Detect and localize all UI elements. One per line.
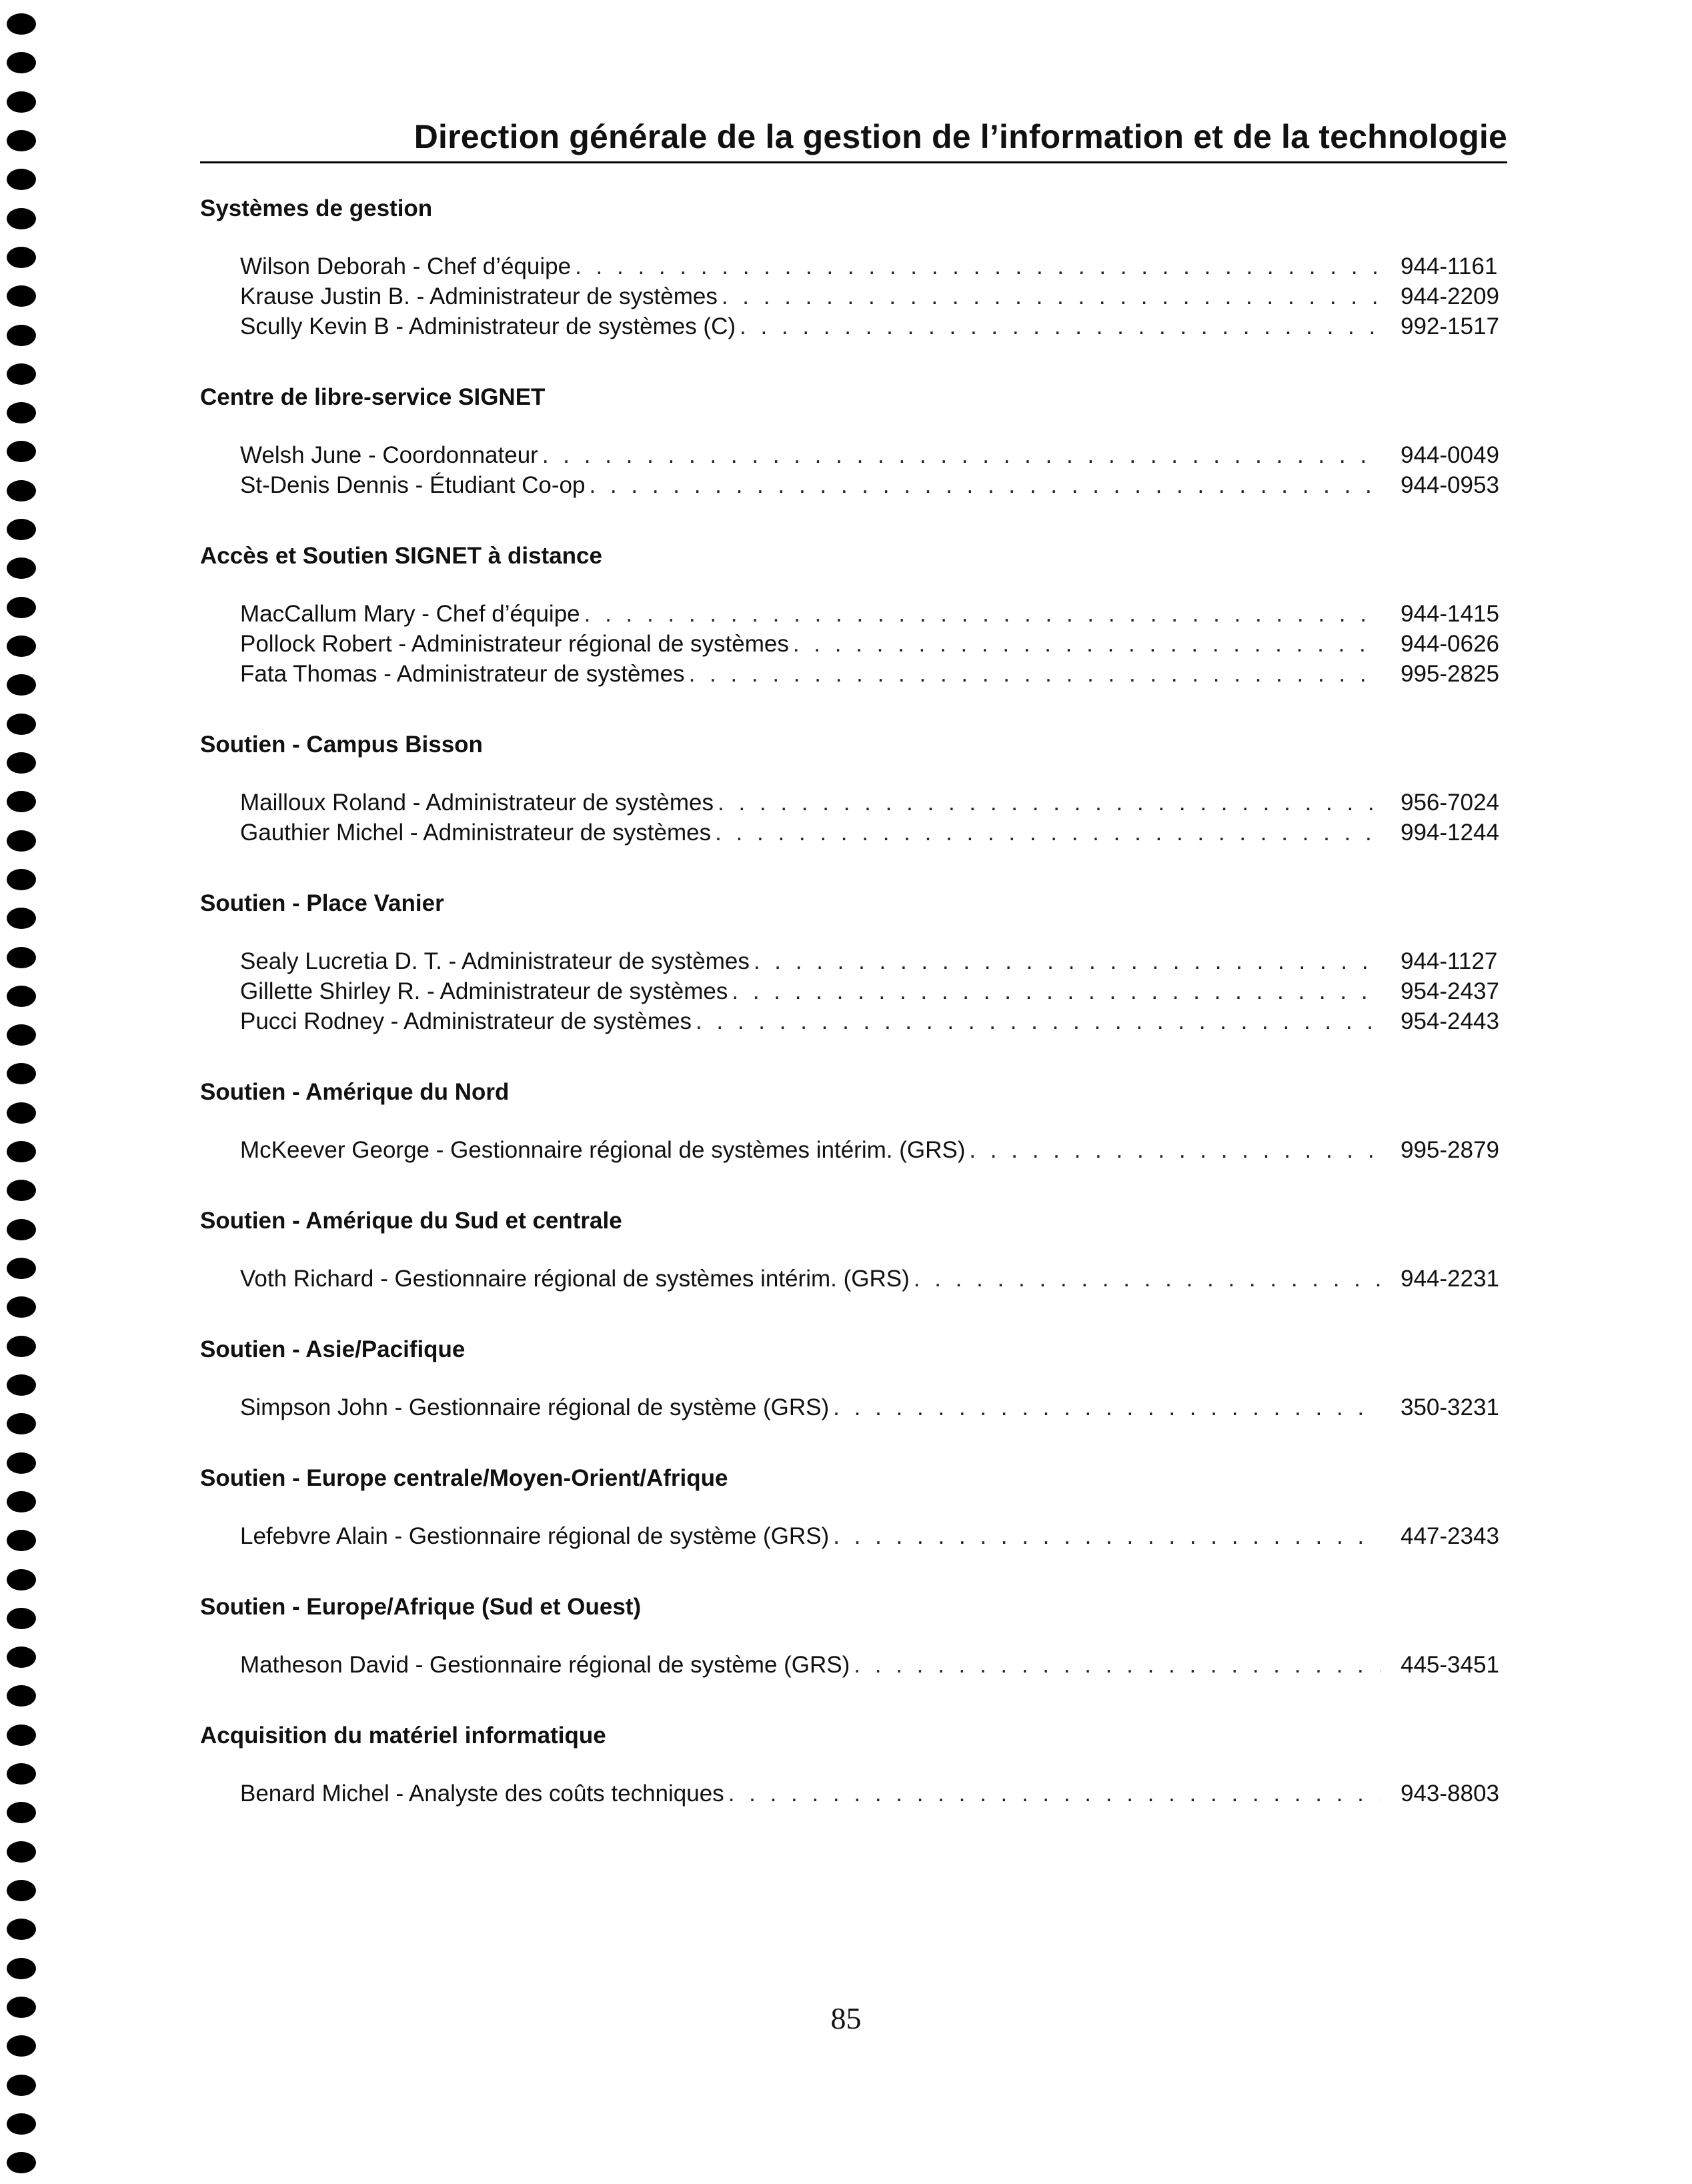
directory-section (200, 540, 1507, 689)
directory-entry (200, 818, 1507, 848)
directory-section (200, 1205, 1507, 1294)
entry-phone: 944-0626 (1401, 631, 1499, 657)
directory-entry (200, 281, 1507, 311)
binding-hole (7, 1180, 36, 1201)
entry-phone: 447-2343 (1401, 1523, 1499, 1549)
dot-leader (696, 1006, 1381, 1036)
dot-leader (584, 599, 1381, 629)
directory-entry (200, 659, 1507, 689)
binding-hole (7, 2075, 36, 2096)
dot-leader (722, 281, 1381, 311)
binding-hole (7, 636, 36, 657)
directory-entry (200, 599, 1507, 629)
binding-hole (7, 402, 36, 423)
binding-hole (7, 1102, 36, 1124)
directory-entry (200, 788, 1507, 818)
directory-section (200, 1334, 1507, 1422)
binding-hole (7, 480, 36, 501)
entry-name-title: Pucci Rodney - Administrateur de systèmes (240, 1008, 692, 1034)
directory-page (200, 113, 1507, 1849)
binding-hole (7, 208, 36, 229)
dot-leader (969, 1135, 1381, 1165)
entry-name-title: Voth Richard - Gestionnaire régional de systèmes intérim. (GRS) (240, 1266, 910, 1292)
binding-hole (7, 1219, 36, 1240)
dot-leader (854, 1650, 1381, 1680)
entry-phone: 954-2437 (1401, 978, 1499, 1004)
binding-hole (7, 869, 36, 890)
directory-entry (200, 1006, 1507, 1036)
directory-entry (200, 440, 1507, 470)
binding-hole (7, 1413, 36, 1434)
entry-name-title: Wilson Deborah - Chef d’équipe (240, 253, 572, 279)
binding-hole (7, 52, 36, 73)
page-title: Direction générale de la gestion de l’information et de la technologie (413, 118, 1507, 155)
binding-hole (7, 1880, 36, 1901)
section-heading: Soutien - Europe centrale/Moyen-Orient/Afrique (200, 1465, 728, 1491)
binding-hole (7, 1802, 36, 1823)
directory-entry (200, 470, 1507, 500)
binding-hole (7, 1452, 36, 1474)
directory-section (200, 729, 1507, 848)
binding-hole (7, 13, 36, 35)
binding-hole (7, 1958, 36, 1979)
binding-hole (7, 2113, 36, 2135)
directory-entry (200, 251, 1507, 281)
entry-name-title: Krause Justin B. - Administrateur de systèmes (240, 283, 718, 309)
section-heading: Systèmes de gestion (200, 195, 433, 221)
binding-hole (7, 1608, 36, 1629)
entry-phone: 954-2443 (1401, 1008, 1499, 1034)
dot-leader (754, 946, 1381, 976)
binding-hole (7, 519, 36, 540)
binding-hole (7, 1841, 36, 1863)
entry-phone: 445-3451 (1401, 1652, 1499, 1678)
section-heading: Soutien - Amérique du Nord (200, 1079, 510, 1105)
entry-name-title: St-Denis Dennis - Étudiant Co-op (240, 472, 586, 498)
entry-name-title: MacCallum Mary - Chef d’équipe (240, 601, 580, 627)
entry-name-title: Scully Kevin B - Administrateur de systèmes (C) (240, 313, 736, 339)
directory-entry (200, 1779, 1507, 1809)
entry-name-title: Fata Thomas - Administrateur de systèmes (240, 661, 685, 687)
dot-leader (793, 629, 1381, 659)
binding-hole (7, 908, 36, 929)
dot-leader (542, 440, 1381, 470)
directory-section (200, 381, 1507, 500)
directory-section (200, 1076, 1507, 1165)
entry-phone: 944-2231 (1401, 1266, 1499, 1292)
binding-hole (7, 441, 36, 462)
directory-entry (200, 1650, 1507, 1680)
binding-hole (7, 1919, 36, 1940)
entry-phone: 956-7024 (1401, 790, 1499, 816)
dot-leader (715, 818, 1381, 848)
binding-hole (7, 1336, 36, 1357)
entry-name-title: Gauthier Michel - Administrateur de systèmes (240, 820, 712, 846)
binding-hole (7, 1685, 36, 1707)
binding-hole (7, 325, 36, 346)
entry-name-title: Simpson John - Gestionnaire régional de système (GRS) (240, 1394, 830, 1420)
entry-phone: 944-0049 (1401, 442, 1499, 468)
dot-leader (732, 976, 1381, 1006)
binding-hole (7, 752, 36, 774)
section-heading: Centre de libre-service SIGNET (200, 384, 546, 410)
binding-hole (7, 2035, 36, 2057)
binding-hole (7, 558, 36, 579)
dot-leader (740, 311, 1381, 341)
dot-leader (718, 788, 1381, 818)
binding-hole (7, 2152, 36, 2173)
section-heading: Soutien - Asie/Pacifique (200, 1336, 466, 1362)
binding-hole (7, 363, 36, 385)
entry-name-title: McKeever George - Gestionnaire régional de systèmes intérim. (GRS) (240, 1137, 966, 1163)
binding-hole (7, 285, 36, 307)
dot-leader (833, 1521, 1381, 1551)
binding-hole (7, 1374, 36, 1396)
directory-entry (200, 1392, 1507, 1422)
binding-hole (7, 947, 36, 968)
dot-leader (689, 659, 1381, 689)
entry-name-title: Benard Michel - Analyste des coûts techniques (240, 1781, 724, 1807)
section-heading: Soutien - Campus Bisson (200, 732, 483, 758)
binding-hole (7, 1258, 36, 1279)
binding-hole (7, 91, 36, 113)
binding-hole (7, 247, 36, 268)
binding-hole (7, 1647, 36, 1668)
binding-hole (7, 1725, 36, 1746)
binding-hole (7, 791, 36, 812)
binding-holes (7, 13, 40, 2174)
entry-phone: 943-8803 (1401, 1781, 1499, 1807)
directory-section (200, 888, 1507, 1036)
entry-phone: 994-1244 (1401, 820, 1499, 846)
entry-phone: 944-2209 (1401, 283, 1499, 309)
directory-section (200, 1720, 1507, 1809)
entry-phone: 944-1415 (1401, 601, 1499, 627)
binding-hole (7, 830, 36, 852)
directory-entry (200, 1521, 1507, 1551)
entry-name-title: Pollock Robert - Administrateur régional de systèmes (240, 631, 789, 657)
binding-hole (7, 130, 36, 151)
directory-entry (200, 311, 1507, 341)
section-heading: Soutien - Europe/Afrique (Sud et Ouest) (200, 1594, 642, 1620)
section-heading: Soutien - Place Vanier (200, 890, 444, 916)
entry-phone: 944-1127 (1401, 948, 1498, 974)
directory-entry (200, 1264, 1507, 1294)
entry-name-title: Matheson David - Gestionnaire régional de système (GRS) (240, 1652, 850, 1678)
section-heading: Acquisition du matériel informatique (200, 1723, 606, 1749)
binding-hole (7, 1024, 36, 1046)
binding-hole (7, 714, 36, 735)
directory-section (200, 1462, 1507, 1551)
binding-hole (7, 597, 36, 618)
binding-hole (7, 1491, 36, 1512)
dot-leader (589, 470, 1381, 500)
entry-name-title: Sealy Lucretia D. T. - Administrateur de systèmes (240, 948, 750, 974)
dot-leader (833, 1392, 1381, 1422)
dot-leader (914, 1264, 1381, 1294)
binding-hole (7, 674, 36, 696)
entry-phone: 992-1517 (1401, 313, 1499, 339)
directory-section (200, 1591, 1507, 1680)
directory-entry (200, 976, 1507, 1006)
directory-section (200, 193, 1507, 341)
binding-hole (7, 1530, 36, 1551)
dot-leader (728, 1779, 1381, 1809)
directory-entry (200, 629, 1507, 659)
directory-entry (200, 946, 1507, 976)
entry-phone: 944-1161 (1401, 253, 1498, 279)
section-heading: Soutien - Amérique du Sud et centrale (200, 1208, 622, 1234)
binding-hole (7, 1063, 36, 1084)
directory-sections (200, 193, 1507, 1809)
binding-hole (7, 1296, 36, 1318)
entry-name-title: Gillette Shirley R. - Administrateur de systèmes (240, 978, 728, 1004)
page-number: 85 (830, 2001, 862, 2035)
entry-phone: 995-2879 (1401, 1137, 1499, 1163)
entry-phone: 944-0953 (1401, 472, 1499, 498)
directory-entry (200, 1135, 1507, 1165)
binding-hole (7, 169, 36, 190)
entry-phone: 995-2825 (1401, 661, 1499, 687)
entry-name-title: Lefebvre Alain - Gestionnaire régional de système (GRS) (240, 1523, 830, 1549)
binding-hole (7, 986, 36, 1007)
entry-phone: 350-3231 (1401, 1394, 1499, 1420)
entry-name-title: Welsh June - Coordonnateur (240, 442, 538, 468)
binding-hole (7, 1141, 36, 1162)
entry-name-title: Mailloux Roland - Administrateur de systèmes (240, 790, 714, 816)
binding-hole (7, 1763, 36, 1785)
section-heading: Accès et Soutien SIGNET à distance (200, 543, 602, 569)
binding-hole (7, 1569, 36, 1590)
title-underline (200, 161, 1507, 163)
dot-leader (575, 251, 1381, 281)
